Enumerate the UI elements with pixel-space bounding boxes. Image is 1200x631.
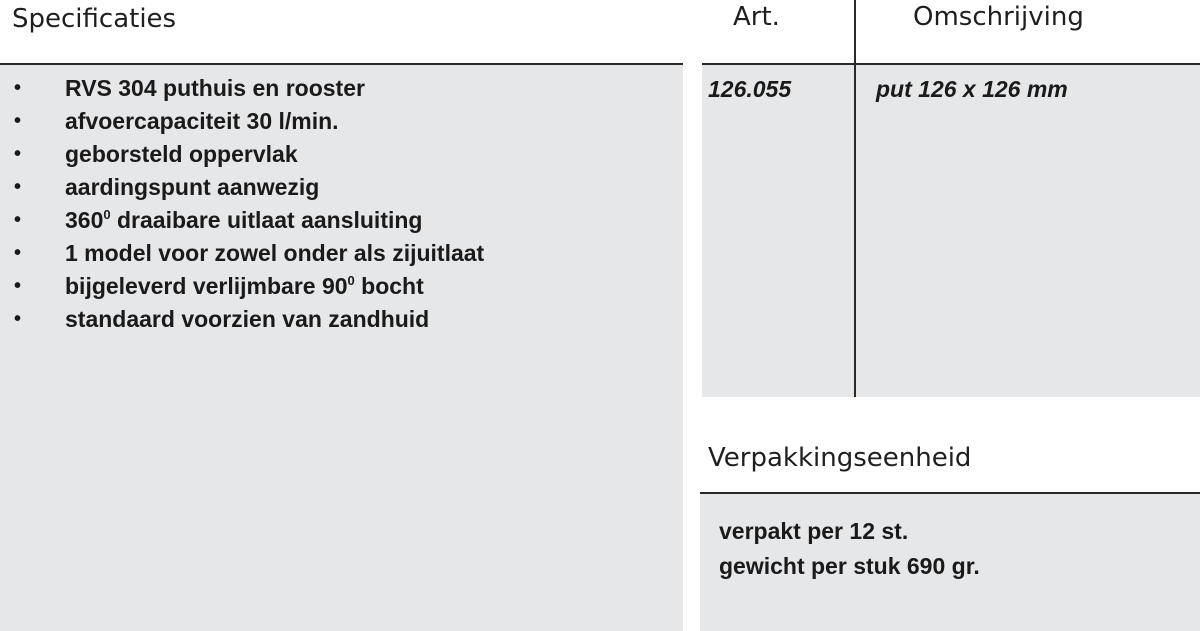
bullet-icon: • xyxy=(14,308,22,330)
spec-item-text-suffix: bocht xyxy=(354,273,424,299)
bullet-icon: • xyxy=(14,209,22,231)
spec-item xyxy=(14,139,484,172)
spec-item-text-suffix: draaibare uitlaat aansluiting xyxy=(110,207,423,233)
spec-item xyxy=(14,238,484,271)
spec-item xyxy=(14,73,484,106)
description-header: Omschrijving xyxy=(913,2,1084,32)
packaging-quantity: verpakt per 12 st. xyxy=(719,518,909,544)
article-table-divider xyxy=(702,63,1200,65)
bullet-icon: • xyxy=(14,242,22,264)
description-cell: put 126 x 126 mm xyxy=(876,76,1068,102)
bullet-icon: • xyxy=(14,275,22,297)
spec-item xyxy=(14,106,484,139)
spec-item-text: standaard voorzien van zandhuid xyxy=(65,306,430,332)
spec-item xyxy=(14,205,484,238)
bullet-icon: • xyxy=(14,110,22,132)
article-number-header: Art. xyxy=(733,2,780,32)
specifications-title: Specificaties xyxy=(12,4,177,34)
spec-item-text: afvoercapaciteit 30 l/min. xyxy=(65,108,339,134)
bullet-icon: • xyxy=(14,77,22,99)
spec-item-text: 1 model voor zowel onder als zijuitlaat xyxy=(65,240,485,266)
spec-item xyxy=(14,271,484,304)
bullet-icon: • xyxy=(14,143,22,165)
spec-item xyxy=(14,304,484,337)
packaging-weight: gewicht per stuk 690 gr. xyxy=(719,553,980,579)
spec-item-text: 360 xyxy=(65,207,104,233)
spec-item-text: RVS 304 puthuis en rooster xyxy=(65,75,365,101)
article-table-panel xyxy=(702,65,1200,397)
spec-item-text: bijgeleverd verlijmbare 90 xyxy=(65,273,348,299)
degree-superscript: 0 xyxy=(103,207,111,222)
spec-item xyxy=(14,172,484,205)
article-table-column-divider xyxy=(854,0,856,397)
spec-item-text: aardingspunt aanwezig xyxy=(65,174,320,200)
degree-superscript: 0 xyxy=(347,273,355,288)
bullet-icon: • xyxy=(14,176,22,198)
specifications-list xyxy=(14,73,484,337)
spec-item-text: geborsteld oppervlak xyxy=(65,141,298,167)
packaging-title: Verpakkingseenheid xyxy=(708,443,972,473)
article-number-cell: 126.055 xyxy=(708,76,792,102)
